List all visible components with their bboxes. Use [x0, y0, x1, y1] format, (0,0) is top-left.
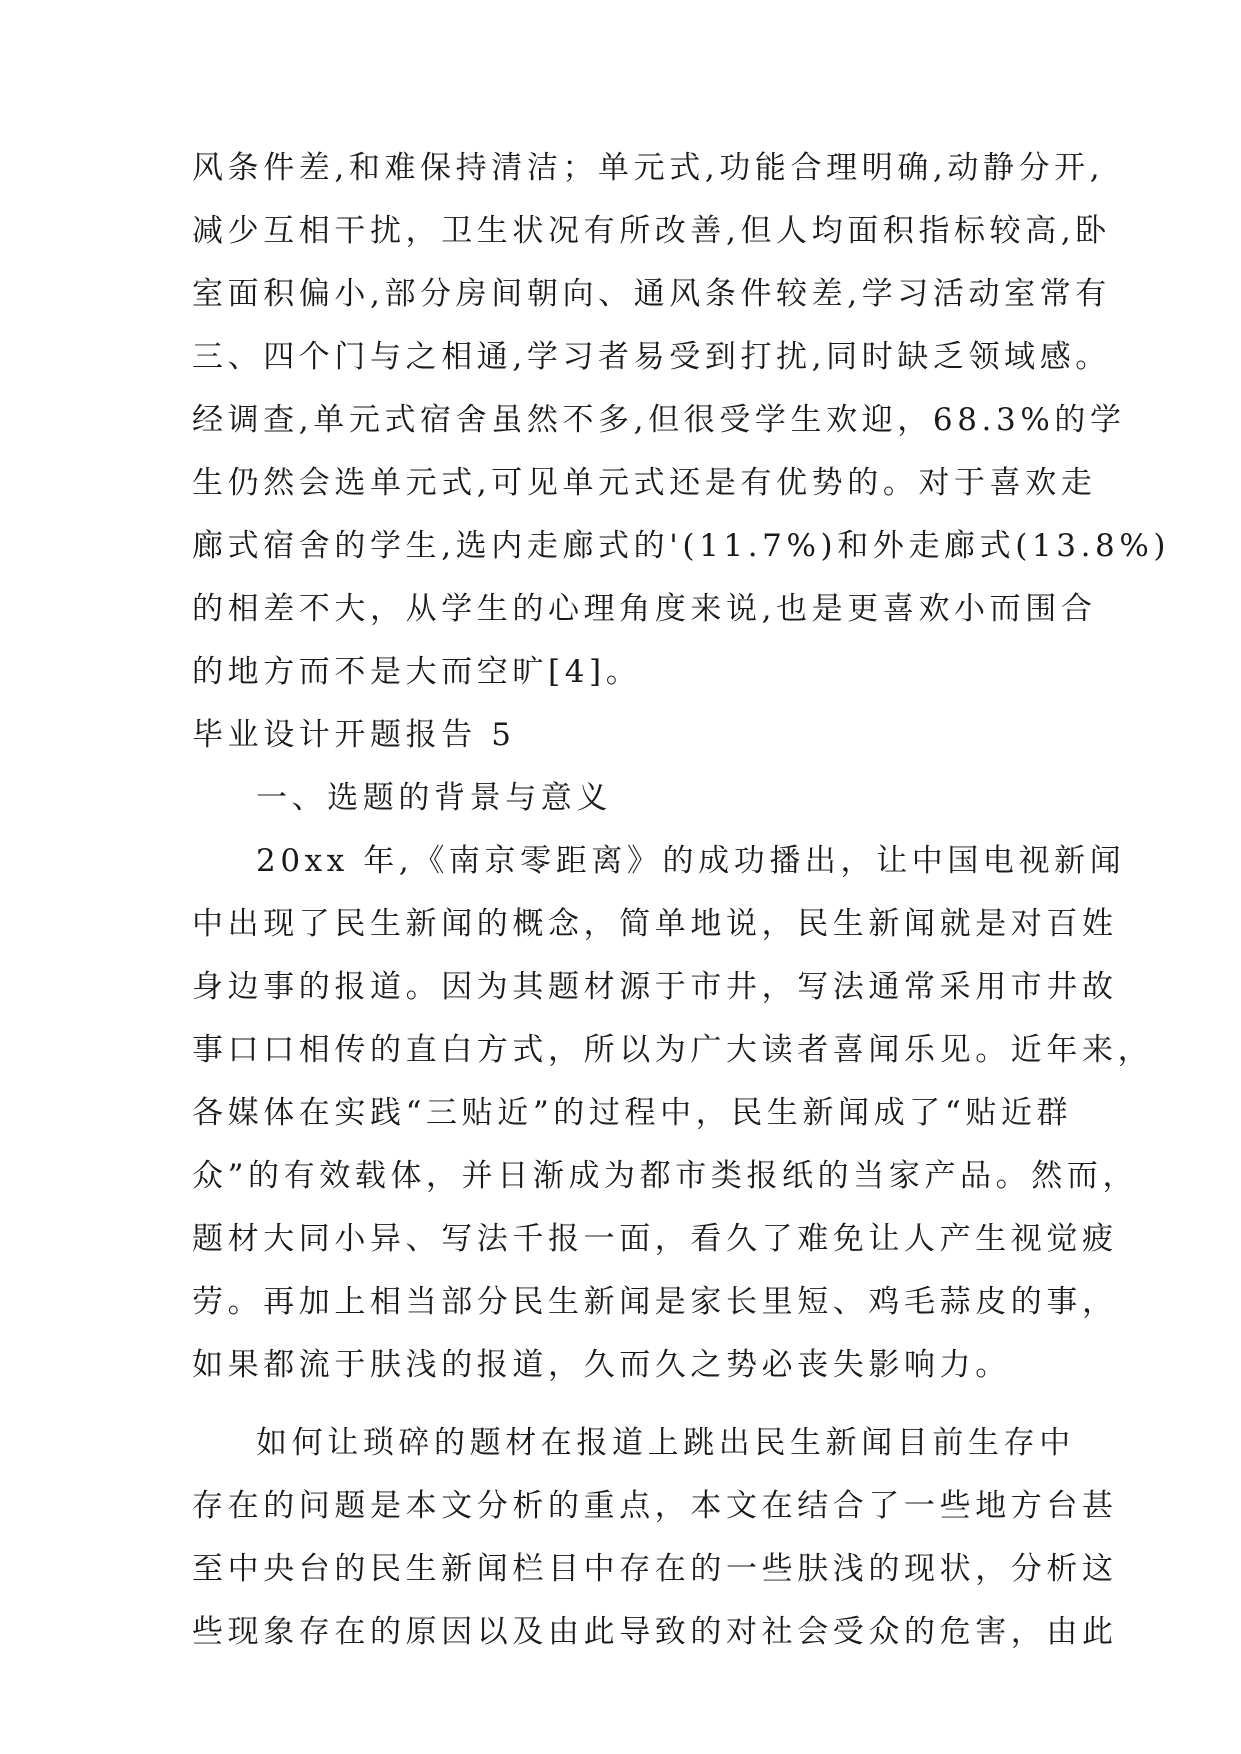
- text-line: 存在的问题是本文分析的重点，本文在结合了一些地方台甚: [192, 1488, 1118, 1524]
- text-line: 各媒体在实践“三贴近”的过程中，民生新闻成了“贴近群: [192, 1095, 1073, 1131]
- text-line: 劳。再加上相当部分民生新闻是家长里短、鸡毛蒜皮的事，: [192, 1284, 1118, 1320]
- text-line: 的地方而不是大而空旷[4]。: [192, 654, 642, 690]
- paragraph-first-line: 如何让琐碎的题材在报道上跳出民生新闻目前生存中: [256, 1425, 1075, 1461]
- text-line: 的相差不大，从学生的心理角度来说,也是更喜欢小而围合: [192, 591, 1097, 627]
- text-line: 减少互相干扰，卫生状况有所改善,但人均面积指标较高,卧: [192, 213, 1111, 249]
- text-line: 经调查,单元式宿舍虽然不多,但很受学生欢迎，68.3%的学: [192, 402, 1126, 438]
- section-title: 毕业设计开题报告 5: [192, 717, 516, 753]
- text-line: 题材大同小异、写法千报一面，看久了难免让人产生视觉疲: [192, 1221, 1118, 1257]
- paragraph-first-line: 20xx 年,《南京零距离》的成功播出，让中国电视新闻: [256, 843, 1126, 879]
- text-line: 生仍然会选单元式,可见单元式还是有优势的。对于喜欢走: [192, 465, 1097, 501]
- subsection-heading: 一、选题的背景与意义: [256, 780, 612, 816]
- text-line: 风条件差,和难保持清洁；单元式,功能合理明确,动静分开,: [192, 150, 1105, 186]
- text-line: 众”的有效载体，并日渐成为都市类报纸的当家产品。然而，: [192, 1158, 1139, 1194]
- text-line: 廊式宿舍的学生,选内走廊式的'(11.7%)和外走廊式(13.8%): [192, 528, 1171, 564]
- text-line: 至中央台的民生新闻栏目中存在的一些肤浅的现状，分析这: [192, 1551, 1118, 1587]
- text-line: 中出现了民生新闻的概念，简单地说，民生新闻就是对百姓: [192, 906, 1118, 942]
- text-line: 些现象存在的原因以及由此导致的对社会受众的危害，由此: [192, 1614, 1118, 1650]
- text-line: 室面积偏小,部分房间朝向、通风条件较差,学习活动室常有: [192, 276, 1111, 312]
- text-line: 三、四个门与之相通,学习者易受到打扰,同时缺乏领域感。: [192, 339, 1111, 375]
- text-line: 事口口相传的直白方式，所以为广大读者喜闻乐见。近年来，: [192, 1032, 1154, 1068]
- text-line: 身边事的报道。因为其题材源于市井，写法通常采用市井故: [192, 969, 1118, 1005]
- text-line: 如果都流于肤浅的报道，久而久之势必丧失影响力。: [192, 1347, 1011, 1383]
